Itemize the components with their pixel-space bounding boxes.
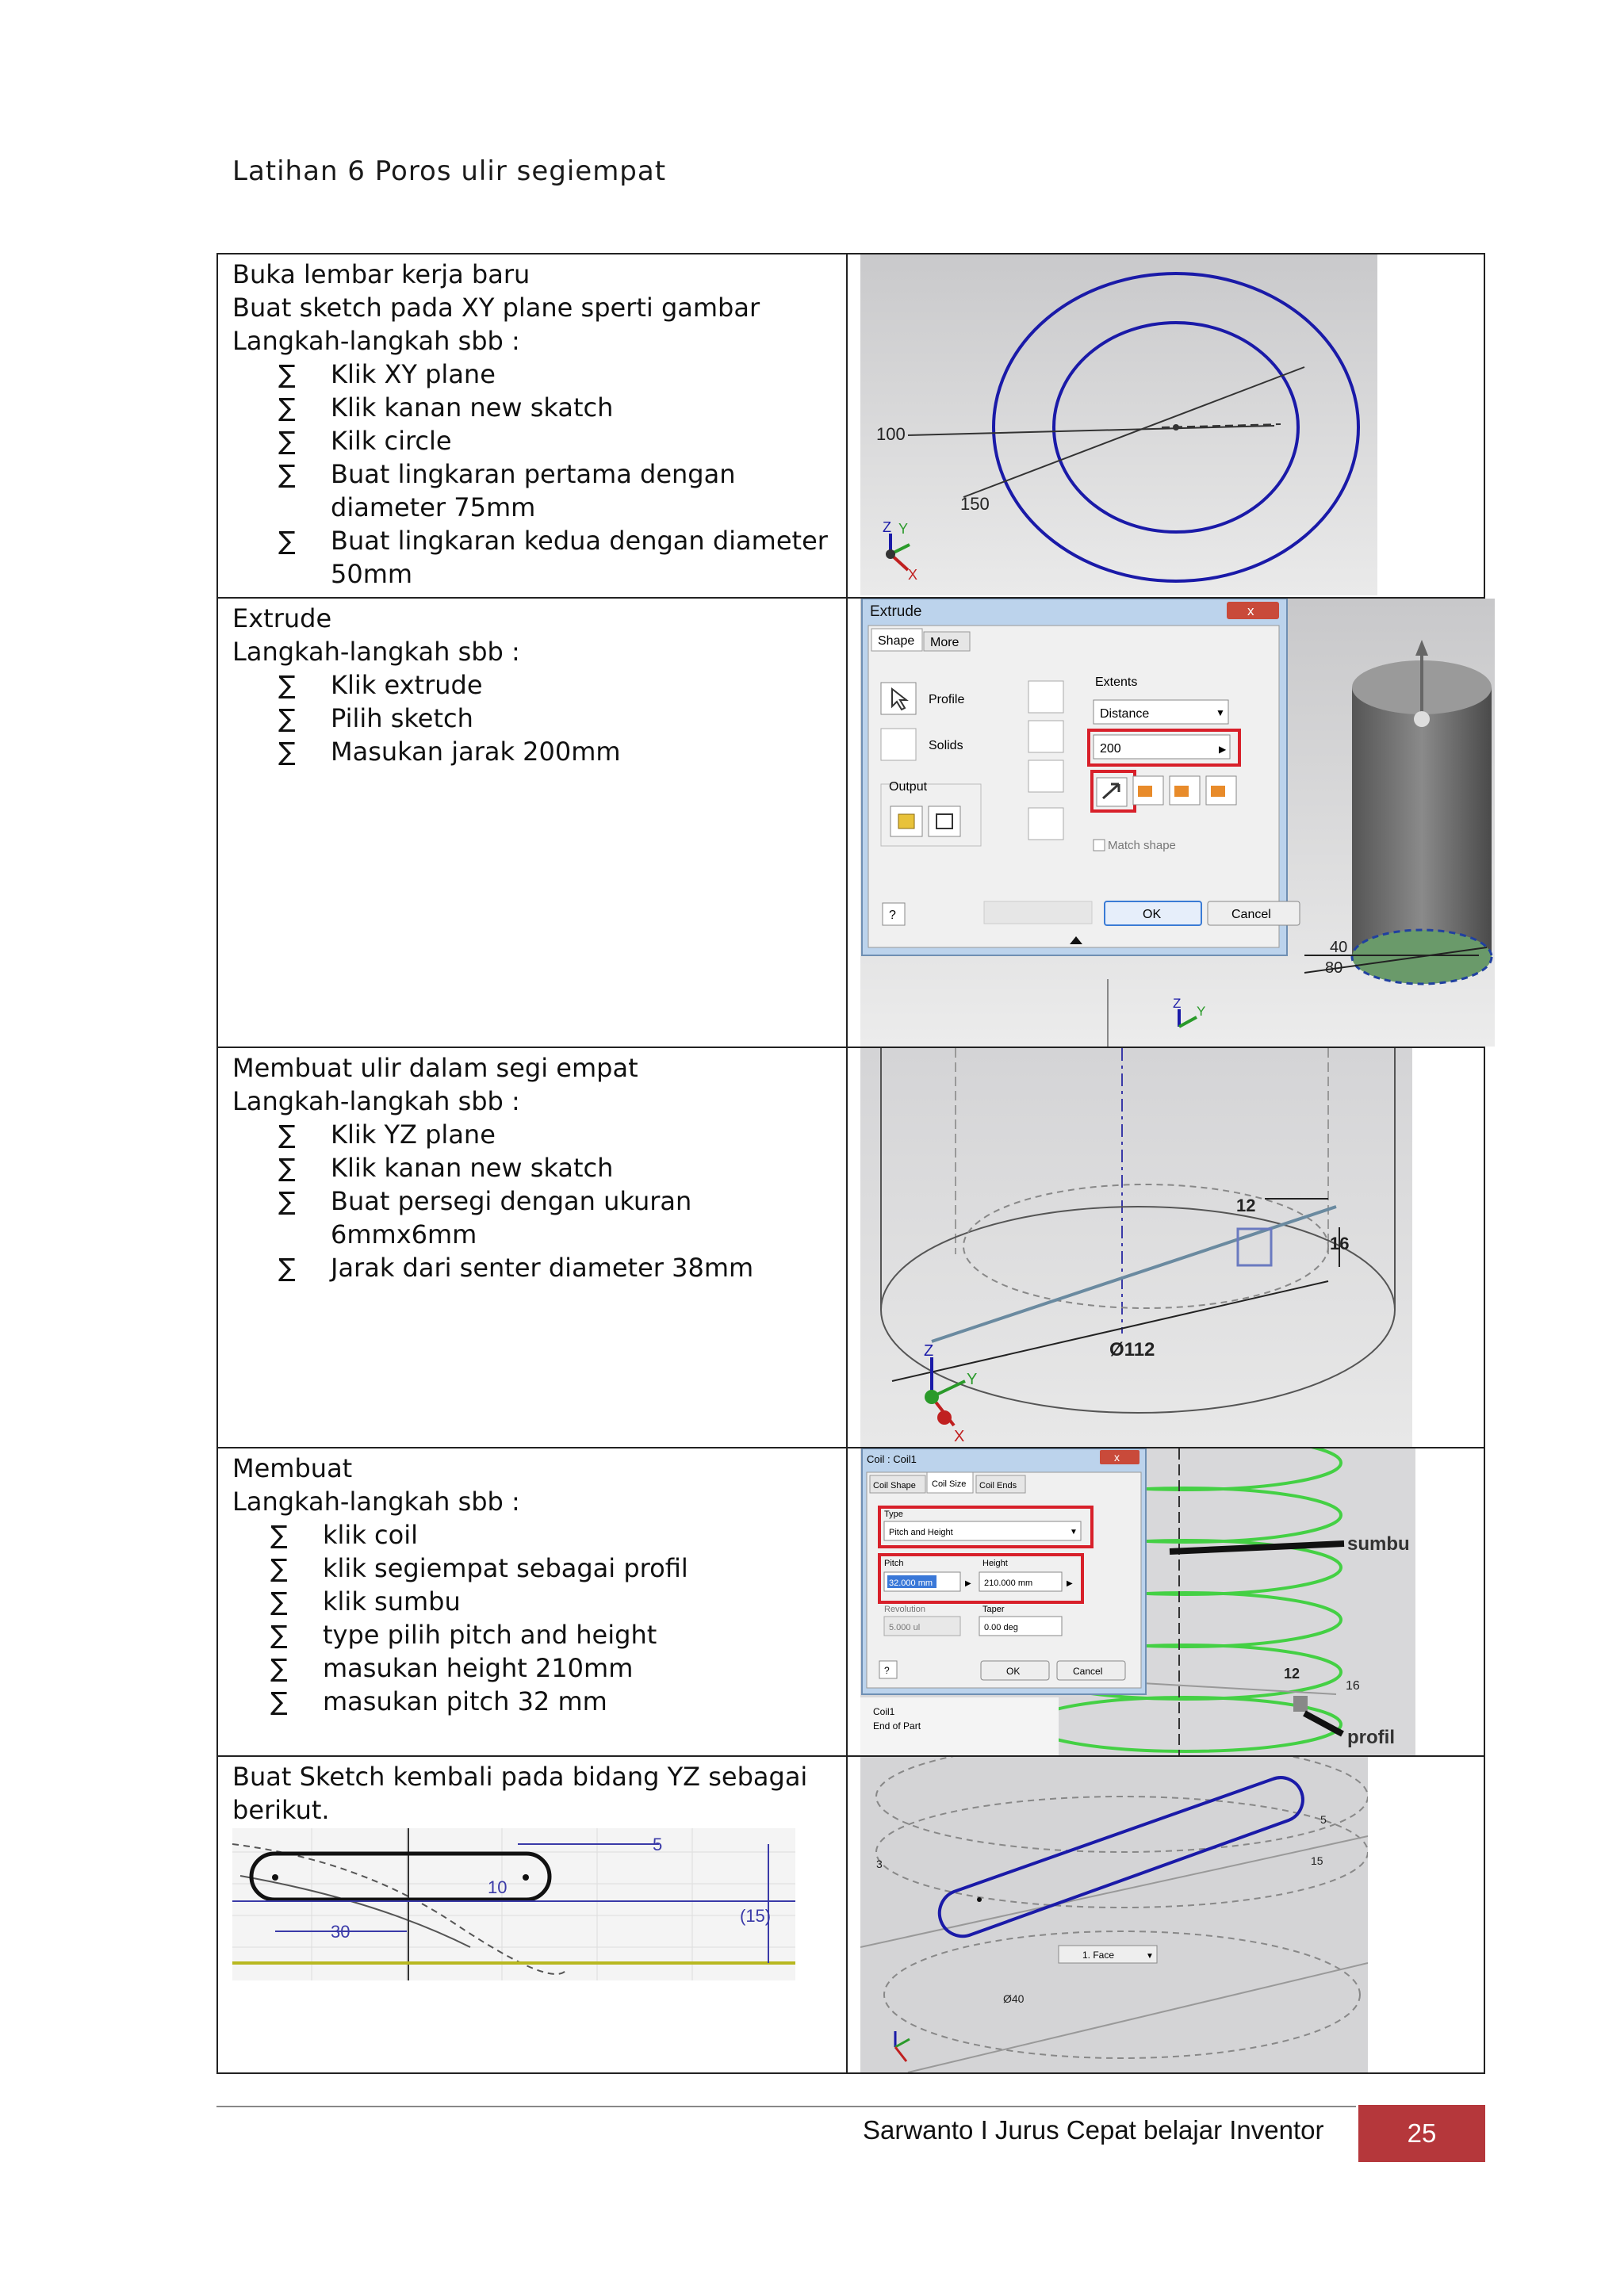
bullet-list [232, 668, 833, 768]
svg-text:5.000 ul: 5.000 ul [889, 1623, 921, 1632]
svg-text:Shape: Shape [878, 634, 915, 648]
browser-item[interactable]: End of Part [873, 1720, 921, 1732]
svg-text:(15): (15) [740, 1906, 772, 1926]
sigma-bullet: ∑ [278, 459, 296, 489]
close-button[interactable] [1100, 1450, 1139, 1464]
svg-text:3: 3 [876, 1858, 883, 1870]
extrude-dialog-image [860, 599, 1495, 1047]
step-image-cell [847, 598, 1484, 1047]
steps-table [216, 253, 1485, 2074]
svg-text:Pitch and Height: Pitch and Height [889, 1528, 953, 1537]
sigma-bullet: ∑ [270, 1520, 288, 1550]
svg-text:Match shape: Match shape [1108, 839, 1176, 852]
step-row [217, 1756, 1484, 2073]
chevron-down-icon: ▼ [1216, 707, 1225, 718]
svg-text:OK: OK [1006, 1666, 1021, 1677]
step-image-cell [847, 254, 1484, 598]
list-item: ∑ Buat lingkaran kedua dengan diameter 50mm [278, 526, 828, 589]
step-line: Langkah-langkah sbb : [232, 637, 520, 667]
sigma-bullet: ∑ [278, 1119, 296, 1150]
svg-text:Ø112: Ø112 [1109, 1339, 1155, 1360]
svg-text:12: 12 [1284, 1666, 1300, 1682]
list-item: ∑ Klik kanan new skatch [278, 392, 614, 423]
dimension-label: 100 [876, 424, 906, 444]
step-text [217, 1756, 847, 2073]
svg-text:Ø40: Ø40 [1003, 1992, 1025, 2005]
svg-text:200: 200 [1100, 742, 1121, 756]
svg-text:Coil Size: Coil Size [932, 1479, 967, 1489]
step-row [217, 1047, 1484, 1448]
step-image-cell [847, 1756, 1484, 2073]
chevron-right-icon: ▶ [1067, 1579, 1073, 1588]
sigma-bullet: ∑ [278, 737, 296, 767]
step-row [217, 1448, 1484, 1756]
step-image-cell [847, 1047, 1484, 1448]
help-icon: ? [884, 1665, 890, 1676]
chevron-right-icon: ▶ [1219, 744, 1227, 755]
step-line: Membuat ulir dalam segi empat [232, 1053, 638, 1083]
svg-text:16: 16 [1346, 1679, 1360, 1693]
step-text [217, 1047, 847, 1448]
step-row [217, 254, 1484, 598]
step-line: Langkah-langkah sbb : [232, 1487, 520, 1517]
list-item: ∑ Kilk circle [278, 426, 452, 456]
step-line: Langkah-langkah sbb : [232, 1086, 520, 1116]
step-text [217, 1448, 847, 1756]
list-item: ∑ Klik extrude [278, 670, 483, 700]
svg-text:Output: Output [889, 780, 928, 794]
svg-text:More: More [930, 636, 959, 649]
list-item: ∑ Klik kanan new skatch [278, 1153, 614, 1183]
svg-text:210.000 mm: 210.000 mm [984, 1578, 1033, 1588]
svg-text:Z: Z [883, 519, 891, 535]
svg-text:X: X [908, 567, 918, 583]
svg-text:Pitch: Pitch [884, 1559, 904, 1568]
svg-text:Z: Z [1173, 996, 1182, 1011]
step-line: Buat Sketch kembali pada bidang YZ sebagai berikut. [232, 1762, 808, 1825]
footer-title: Sarwanto I Jurus Cepat belajar Inventor [863, 2115, 1324, 2145]
svg-text:15: 15 [1311, 1854, 1323, 1867]
extrude-dialog [862, 599, 1300, 955]
svg-text:80: 80 [1325, 959, 1343, 977]
list-item: ∑ Klik YZ plane [278, 1119, 496, 1150]
list-item: ∑ masukan pitch 32 mm [270, 1686, 607, 1716]
bullet-list [232, 358, 833, 591]
svg-text:Coil Ends: Coil Ends [979, 1481, 1017, 1490]
svg-text:profil: profil [1347, 1727, 1395, 1748]
dialog-title: Coil : Coil1 [867, 1453, 917, 1465]
svg-text:32.000 mm: 32.000 mm [889, 1578, 933, 1588]
step-text [217, 598, 847, 1047]
list-item: ∑ Masukan jarak 200mm [278, 737, 621, 767]
svg-text:Coil Shape: Coil Shape [873, 1481, 916, 1490]
surface-output-button[interactable] [929, 806, 960, 836]
step-line: Buat sketch pada XY plane sperti gambar [232, 293, 760, 323]
svg-text:Cancel: Cancel [1231, 908, 1271, 921]
slot-sketch-image [232, 1828, 795, 1980]
chevron-down-icon: ▼ [1070, 1528, 1078, 1536]
coil-dialog [862, 1448, 1146, 1694]
solids-select-button[interactable] [881, 729, 916, 760]
browser-item[interactable]: Coil1 [873, 1706, 895, 1717]
sigma-bullet: ∑ [270, 1620, 288, 1650]
sigma-bullet: ∑ [278, 526, 296, 556]
bullet-list [232, 1518, 833, 1718]
slot-3d-image [860, 1757, 1368, 2072]
sigma-bullet: ∑ [278, 1186, 296, 1216]
svg-text:Cancel: Cancel [1073, 1666, 1103, 1677]
sigma-bullet: ∑ [270, 1653, 288, 1683]
sigma-bullet: ∑ [270, 1686, 288, 1716]
step-line: Extrude [232, 603, 332, 633]
coil-dialog-image [860, 1448, 1415, 1755]
dimension-label: 150 [960, 494, 990, 514]
page-number: 25 [1358, 2105, 1485, 2162]
svg-text:Extents: Extents [1095, 675, 1138, 689]
svg-text:Revolution: Revolution [884, 1605, 925, 1614]
sigma-bullet: ∑ [278, 392, 296, 423]
step-image-cell [847, 1448, 1484, 1756]
svg-text:1. Face: 1. Face [1082, 1950, 1115, 1961]
list-item: ∑ Klik XY plane [278, 359, 496, 389]
svg-text:Y: Y [1197, 1004, 1206, 1019]
step-line: Langkah-langkah sbb : [232, 326, 520, 356]
svg-text:12: 12 [1236, 1196, 1256, 1215]
sigma-bullet: ∑ [278, 1253, 296, 1283]
list-item: ∑ Buat lingkaran pertama dengan diameter 75mm [278, 459, 736, 522]
square-sketch-image [860, 1048, 1412, 1447]
svg-text:16: 16 [1330, 1234, 1350, 1253]
dialog-title: Extrude [870, 603, 922, 620]
svg-text:Solids: Solids [929, 739, 963, 752]
svg-text:Y: Y [967, 1371, 978, 1388]
step-text [217, 254, 847, 598]
list-item: ∑ Jarak dari senter diameter 38mm [278, 1253, 754, 1283]
list-item: ∑ klik sumbu [270, 1586, 461, 1617]
chevron-right-icon: ▶ [965, 1579, 971, 1588]
svg-text:Profile: Profile [929, 693, 965, 706]
list-item: ∑ type pilih pitch and height [270, 1620, 657, 1650]
step-line: Membuat [232, 1453, 353, 1483]
solid-cube-icon [898, 814, 914, 828]
sigma-bullet: ∑ [278, 703, 296, 733]
svg-text:Height: Height [982, 1559, 1008, 1568]
svg-text:5: 5 [1320, 1813, 1327, 1826]
svg-text:40: 40 [1330, 939, 1348, 956]
svg-text:5: 5 [653, 1835, 663, 1854]
sketch-circles-image [860, 254, 1377, 595]
list-item: ∑ klik segiempat sebagai profil [270, 1553, 688, 1583]
svg-text:X: X [954, 1428, 965, 1445]
sigma-bullet: ∑ [270, 1553, 288, 1583]
svg-text:OK: OK [1143, 908, 1162, 921]
sigma-bullet: ∑ [278, 670, 296, 700]
sigma-bullet: ∑ [270, 1586, 288, 1617]
match-shape-checkbox[interactable] [1094, 840, 1105, 851]
close-icon: x [1247, 603, 1254, 618]
svg-text:Taper: Taper [982, 1605, 1005, 1614]
chevron-down-icon: ▼ [1146, 1952, 1154, 1961]
footer-divider [216, 2106, 1356, 2107]
list-item: ∑ Buat persegi dengan ukuran 6mmx6mm [278, 1186, 692, 1249]
svg-text:30: 30 [331, 1922, 350, 1942]
list-item: ∑ klik coil [270, 1520, 418, 1550]
list-item: ∑ masukan height 210mm [270, 1653, 634, 1683]
close-icon: x [1114, 1451, 1120, 1464]
svg-text:Distance: Distance [1100, 707, 1150, 721]
svg-text:0.00 deg: 0.00 deg [984, 1623, 1018, 1632]
help-icon: ? [889, 909, 896, 922]
svg-text:10: 10 [488, 1877, 508, 1897]
sigma-bullet: ∑ [278, 359, 296, 389]
list-item: ∑ Pilih sketch [278, 703, 473, 733]
svg-text:sumbu: sumbu [1347, 1533, 1410, 1555]
svg-text:Z: Z [924, 1342, 934, 1360]
page-heading: Latihan 6 Poros ulir segiempat [232, 155, 667, 187]
step-row [217, 598, 1484, 1047]
svg-text:Y: Y [898, 521, 909, 537]
sigma-bullet: ∑ [278, 426, 296, 456]
bullet-list [232, 1118, 833, 1284]
sigma-bullet: ∑ [278, 1153, 296, 1183]
svg-text:Type: Type [884, 1510, 903, 1519]
step-line: Buka lembar kerja baru [232, 259, 530, 289]
